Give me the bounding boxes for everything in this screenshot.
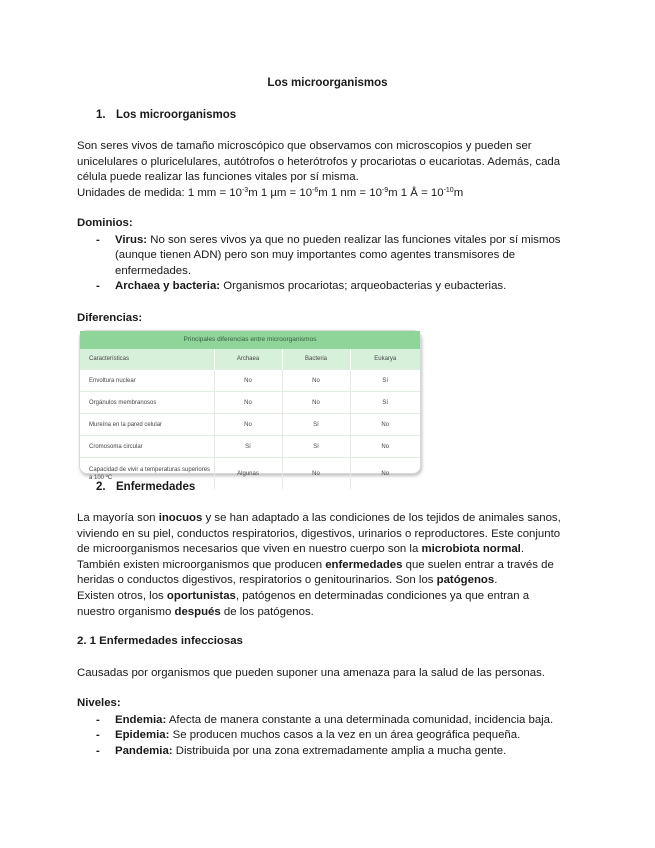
table-row [80,392,420,414]
table-row [80,370,420,392]
dominios-list [77,233,582,295]
section-1-number: 1. [96,109,106,121]
table-grid [80,349,420,489]
table-cell: No [214,414,282,436]
page-title: Los microorganismos [267,77,388,89]
section-2-paragraph: La mayoría son inocuos y se han adaptado a las condiciones de los tejidos de animales sanos, viviendo en su piel, conductos respiratorios, digestivos, urinarios o reproductores. Este conjunto de microorganismos necesarios que viven en nuestro cuerpo son la microbiota normal. También existen microorganismos que producen enfermedades que suelen entrar a través de heridas o conductos digestivos, respiratorios o genitourinarios. Son los patógenos. Existen otros, los oportunistas, patógenos en determinadas condiciones ya que entran a nuestro organismo después de los patógenos. [77,512,561,618]
units-line: Unidades de medida: 1 mm = $10^{-3}m$ 1 $\mu m = 10^{-6}m$ 1 nm = $10^{-9}m$ 1 Å = $10^{-10}m$ [77,186,464,199]
para-line: unicelulares o pluricelulares, autótrofos o heterótrofos y procariotas o eucariotas. Además, cada [77,155,561,168]
table-cell: Sí [282,414,350,436]
niveles-list [77,713,582,759]
section-2-heading [96,481,195,493]
table-cell: No [282,392,350,414]
table-cell: No [214,392,282,414]
table-cell: No [350,436,420,458]
niveles-label: Niveles: [77,697,121,709]
list-item: - Epidemia: Se producen muchos casos a la vez en un área geográfica pequeña. [96,729,521,742]
list-item: - Archaea y bacteria: Organismos procariotas; arqueobacterias y eubacterias. [96,280,507,293]
table-cell: Sí [350,392,420,414]
table-cell: No [282,458,350,490]
table-cell: Sí [350,370,420,392]
table-cell: Orgánulos membranosos [80,392,214,414]
table-cell: Algunas [214,458,282,490]
para-line: Son seres vivos de tamaño microscópico que observamos con microscopios y pueden ser [77,140,532,152]
table-row [80,414,420,436]
list-item: - Endemia: Afecta de manera constante a una determinada comunidad, incidencia baja. [96,714,554,726]
column-header: Archaea [214,349,282,370]
column-header: Características [80,349,214,370]
table-cell: Sí [214,436,282,458]
term: Epidemia: [115,729,170,742]
table-cell: No [350,414,420,436]
section-2-1-text: Causadas por organismos que pueden suponer una amenaza para la salud de las personas. [77,667,545,679]
section-1-title: Los microorganismos [116,109,237,121]
differences-table [79,330,421,481]
table-cell: Mureína en la pared celular [80,414,214,436]
table-cell: No [214,370,282,392]
dominios-label: Dominios: [77,217,133,229]
section-1-paragraph [77,139,582,201]
para-line: célula puede realizar las funciones vitales por sí misma. [77,171,359,184]
table-cell: No [350,458,420,490]
list-item: - Virus: No son seres vivos ya que no pueden realizar las funciones vitales por sí mismos (aunque tienen ADN) pero son muy importantes como agentes transmisores de enfermedades. [96,234,561,277]
section-2-1-heading: 2. 1 Enfermedades infecciosas [77,635,243,647]
table-cell: Sí [282,436,350,458]
table-cell: Envoltura nuclear [80,370,214,392]
table-cell: Capacidad de vivir a temperaturas superiores a 100 ºC [80,458,214,490]
section-2-title: Enfermedades [116,481,196,493]
term: Virus: [115,234,148,246]
table-header-row [80,349,420,370]
section-1-heading [96,109,236,121]
column-header: Bacteria [282,349,350,370]
term: Archaea y bacteria: [115,280,221,293]
section-2-number: 2. [96,481,106,493]
column-header: Eukarya [350,349,420,370]
diferencias-label: Diferencias: [77,312,143,324]
list-item: - Pandemia: Distribuida por una zona extremadamente amplia a mucha gente. [96,744,507,757]
table-caption: Principales diferencias entre microorganismos [80,331,420,349]
table-cell: Cromosoma circular [80,436,214,458]
table-row [80,436,420,458]
term: Endemia: [115,714,167,726]
term: Pandemia: [115,744,173,757]
table-cell: No [282,370,350,392]
